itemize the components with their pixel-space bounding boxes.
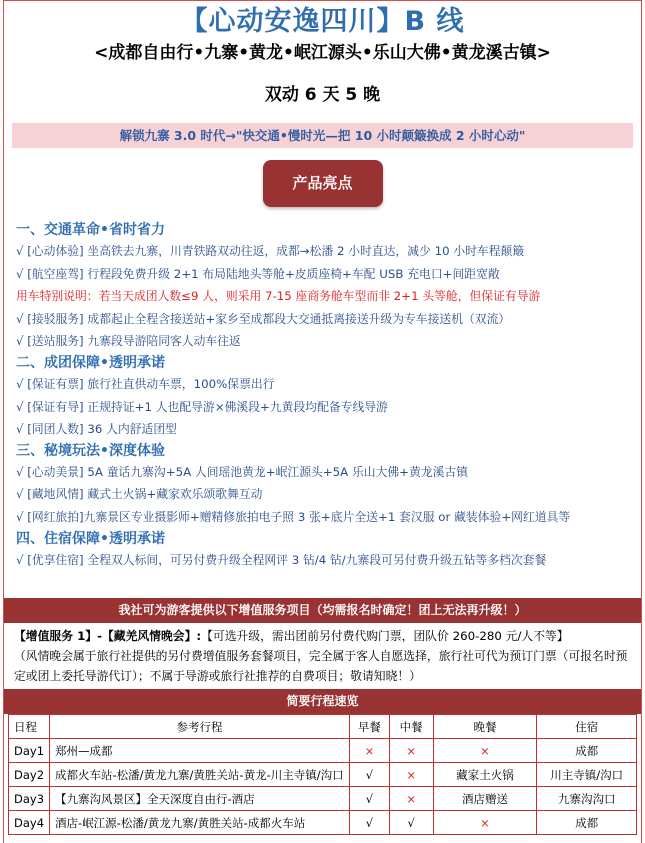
hotel-cell: 川主寺镇/沟口 bbox=[537, 763, 637, 787]
highlights-button-wrap bbox=[4, 160, 641, 207]
section-title: 一、交通革命•省时省力 bbox=[16, 222, 165, 238]
route-cell: 郑州—成都 bbox=[50, 739, 350, 763]
dinner-cell: × bbox=[433, 811, 537, 835]
feature-line: √ [接驳服务] 成都起止全程含接送站+家乡至成都段大交通抵离接送升级为专车接送机（双流） bbox=[16, 311, 511, 326]
slogan-banner: 解锁九寨 3.0 时代→"快交通•慢时光—把 10 小时颠簸换成 2 小时心动" bbox=[12, 123, 633, 148]
day-cell: Day1 bbox=[9, 739, 50, 763]
itinerary-banner: 简要行程速览 bbox=[4, 689, 641, 714]
feature-line: √ [航空座驾] 行程段免费升级 2+1 布局陆地头等舱+皮质座椅+车配 USB 充电口+间距宽敞 bbox=[16, 266, 500, 281]
breakfast-cell: √ bbox=[350, 763, 390, 787]
lunch-cell: √ bbox=[389, 811, 433, 835]
hotel-cell: 成都 bbox=[537, 739, 637, 763]
header-breakfast: 早餐 bbox=[350, 715, 390, 739]
header-dinner: 晚餐 bbox=[433, 715, 537, 739]
route-subtitle: <成都自由行•九寨•黄龙•岷江源头•乐山大佛•黄龙溪古镇> bbox=[94, 43, 551, 63]
page-title: 【心动安逸四川】B 线 bbox=[180, 6, 465, 37]
feature-line: √ [藏地风情] 藏式土火锅+藏家欢乐颂歌舞互动 bbox=[16, 487, 263, 502]
table-row bbox=[9, 811, 637, 835]
breakfast-cell: √ bbox=[350, 787, 390, 811]
feature-line: √ [网红旅拍]九寨景区专业摄影师+赠精修旅拍电子照 3 张+底片全送+1 套汉服 or 藏装体验+网红道具等 bbox=[16, 509, 571, 524]
feature-line: √ [送站服务] 九寨段导游陪同客人动车往返 bbox=[16, 334, 241, 349]
feature-line: √ [保证有导] 正规持证+1 人也配导游×佛溪段+九黄段均配备专线导游 bbox=[16, 399, 388, 414]
feature-line: √ [保证有票] 旅行社直供动车票，100%保票出行 bbox=[16, 376, 275, 391]
route-cell: 成都火车站-松潘/黄龙九寨/黄胜关站-黄龙-川主寺镇/沟口 bbox=[50, 763, 350, 787]
section-title: 二、成团保障•透明承诺 bbox=[16, 354, 165, 371]
dinner-cell: × bbox=[433, 739, 537, 763]
value-added-service bbox=[4, 626, 641, 686]
product-highlights-button[interactable]: 产品亮点 bbox=[263, 160, 383, 207]
service-head-detail: 【可选升级，需出团前另付费代购门票，团队价 260-280 元/人不等】 bbox=[201, 629, 569, 643]
lunch-cell: × bbox=[389, 739, 433, 763]
feature-line: √ [心动美景] 5A 童话九寨沟+5A 人间瑶池黄龙+岷江源头+5A 乐山大佛+黄龙溪古镇 bbox=[16, 464, 469, 479]
section-title: 三、秘境玩法•深度体验 bbox=[16, 442, 165, 459]
section-accommodation bbox=[16, 529, 641, 572]
header-lunch: 中餐 bbox=[389, 715, 433, 739]
day-cell: Day3 bbox=[9, 787, 50, 811]
highlights-content bbox=[4, 220, 641, 571]
table-row bbox=[9, 739, 637, 763]
itinerary-table bbox=[8, 714, 637, 835]
header-hotel: 住宿 bbox=[537, 715, 637, 739]
table-row bbox=[9, 763, 637, 787]
feature-line: √ [同团人数] 36 人内舒适团型 bbox=[16, 422, 177, 437]
section-title: 四、住宿保障•透明承诺 bbox=[16, 530, 165, 547]
vehicle-notice: 用车特别说明：若当天成团人数≤9 人，则采用 7-15 座商务舱车型而非 2+1 头等舱，但保证有导游 bbox=[16, 289, 541, 304]
breakfast-cell: √ bbox=[350, 811, 390, 835]
table-header-row bbox=[9, 715, 637, 739]
breakfast-cell: × bbox=[350, 739, 390, 763]
feature-line: √ [优享住宿] 全程双人标间，可另付费升级全程网评 3 钻/4 钻/九寨段可另付费升级五钻等多档次套餐 bbox=[16, 552, 547, 567]
value-added-banner: 我社可为游客提供以下增值服务项目（均需报名时确定！团上无法再升级！） bbox=[4, 598, 641, 623]
table-row bbox=[9, 787, 637, 811]
section-guarantee bbox=[16, 353, 641, 441]
section-experience bbox=[16, 441, 641, 529]
dinner-cell: 藏家土火锅 bbox=[433, 763, 537, 787]
hotel-cell: 九寨沟沟口 bbox=[537, 787, 637, 811]
service-note: （风情晚会属于旅行社提供的另付费增值服务套餐项目，完全属于客人自愿选择，旅行社可代为预订门票（可报名时预定或团上委托导游代订）；不属于导游或旅行社推荐的自费项目；敬请知晓！） bbox=[14, 649, 628, 683]
route-cell: 【九寨沟风景区】全天深度自由行-酒店 bbox=[50, 787, 350, 811]
service-head: 【增值服务 1】-【藏羌风情晚会】: bbox=[14, 629, 202, 643]
header-route: 参考行程 bbox=[50, 715, 350, 739]
page bbox=[3, 0, 642, 843]
route-cell: 酒店-岷江源-松潘/黄龙九寨/黄胜关站-成都火车站 bbox=[50, 811, 350, 835]
hotel-cell: 成都 bbox=[537, 811, 637, 835]
lunch-cell: × bbox=[389, 763, 433, 787]
section-transport bbox=[16, 220, 641, 353]
header-day: 日程 bbox=[9, 715, 50, 739]
dinner-cell: 酒店赠送 bbox=[433, 787, 537, 811]
trip-duration: 双动 6 天 5 晚 bbox=[264, 85, 381, 105]
day-cell: Day4 bbox=[9, 811, 50, 835]
lunch-cell: × bbox=[389, 787, 433, 811]
day-cell: Day2 bbox=[9, 763, 50, 787]
feature-line: √ [心动体验] 坐高铁去九寨，川青铁路双动往返，成都→松潘 2 小时直达，减少 10 小时车程颠簸 bbox=[16, 244, 525, 258]
